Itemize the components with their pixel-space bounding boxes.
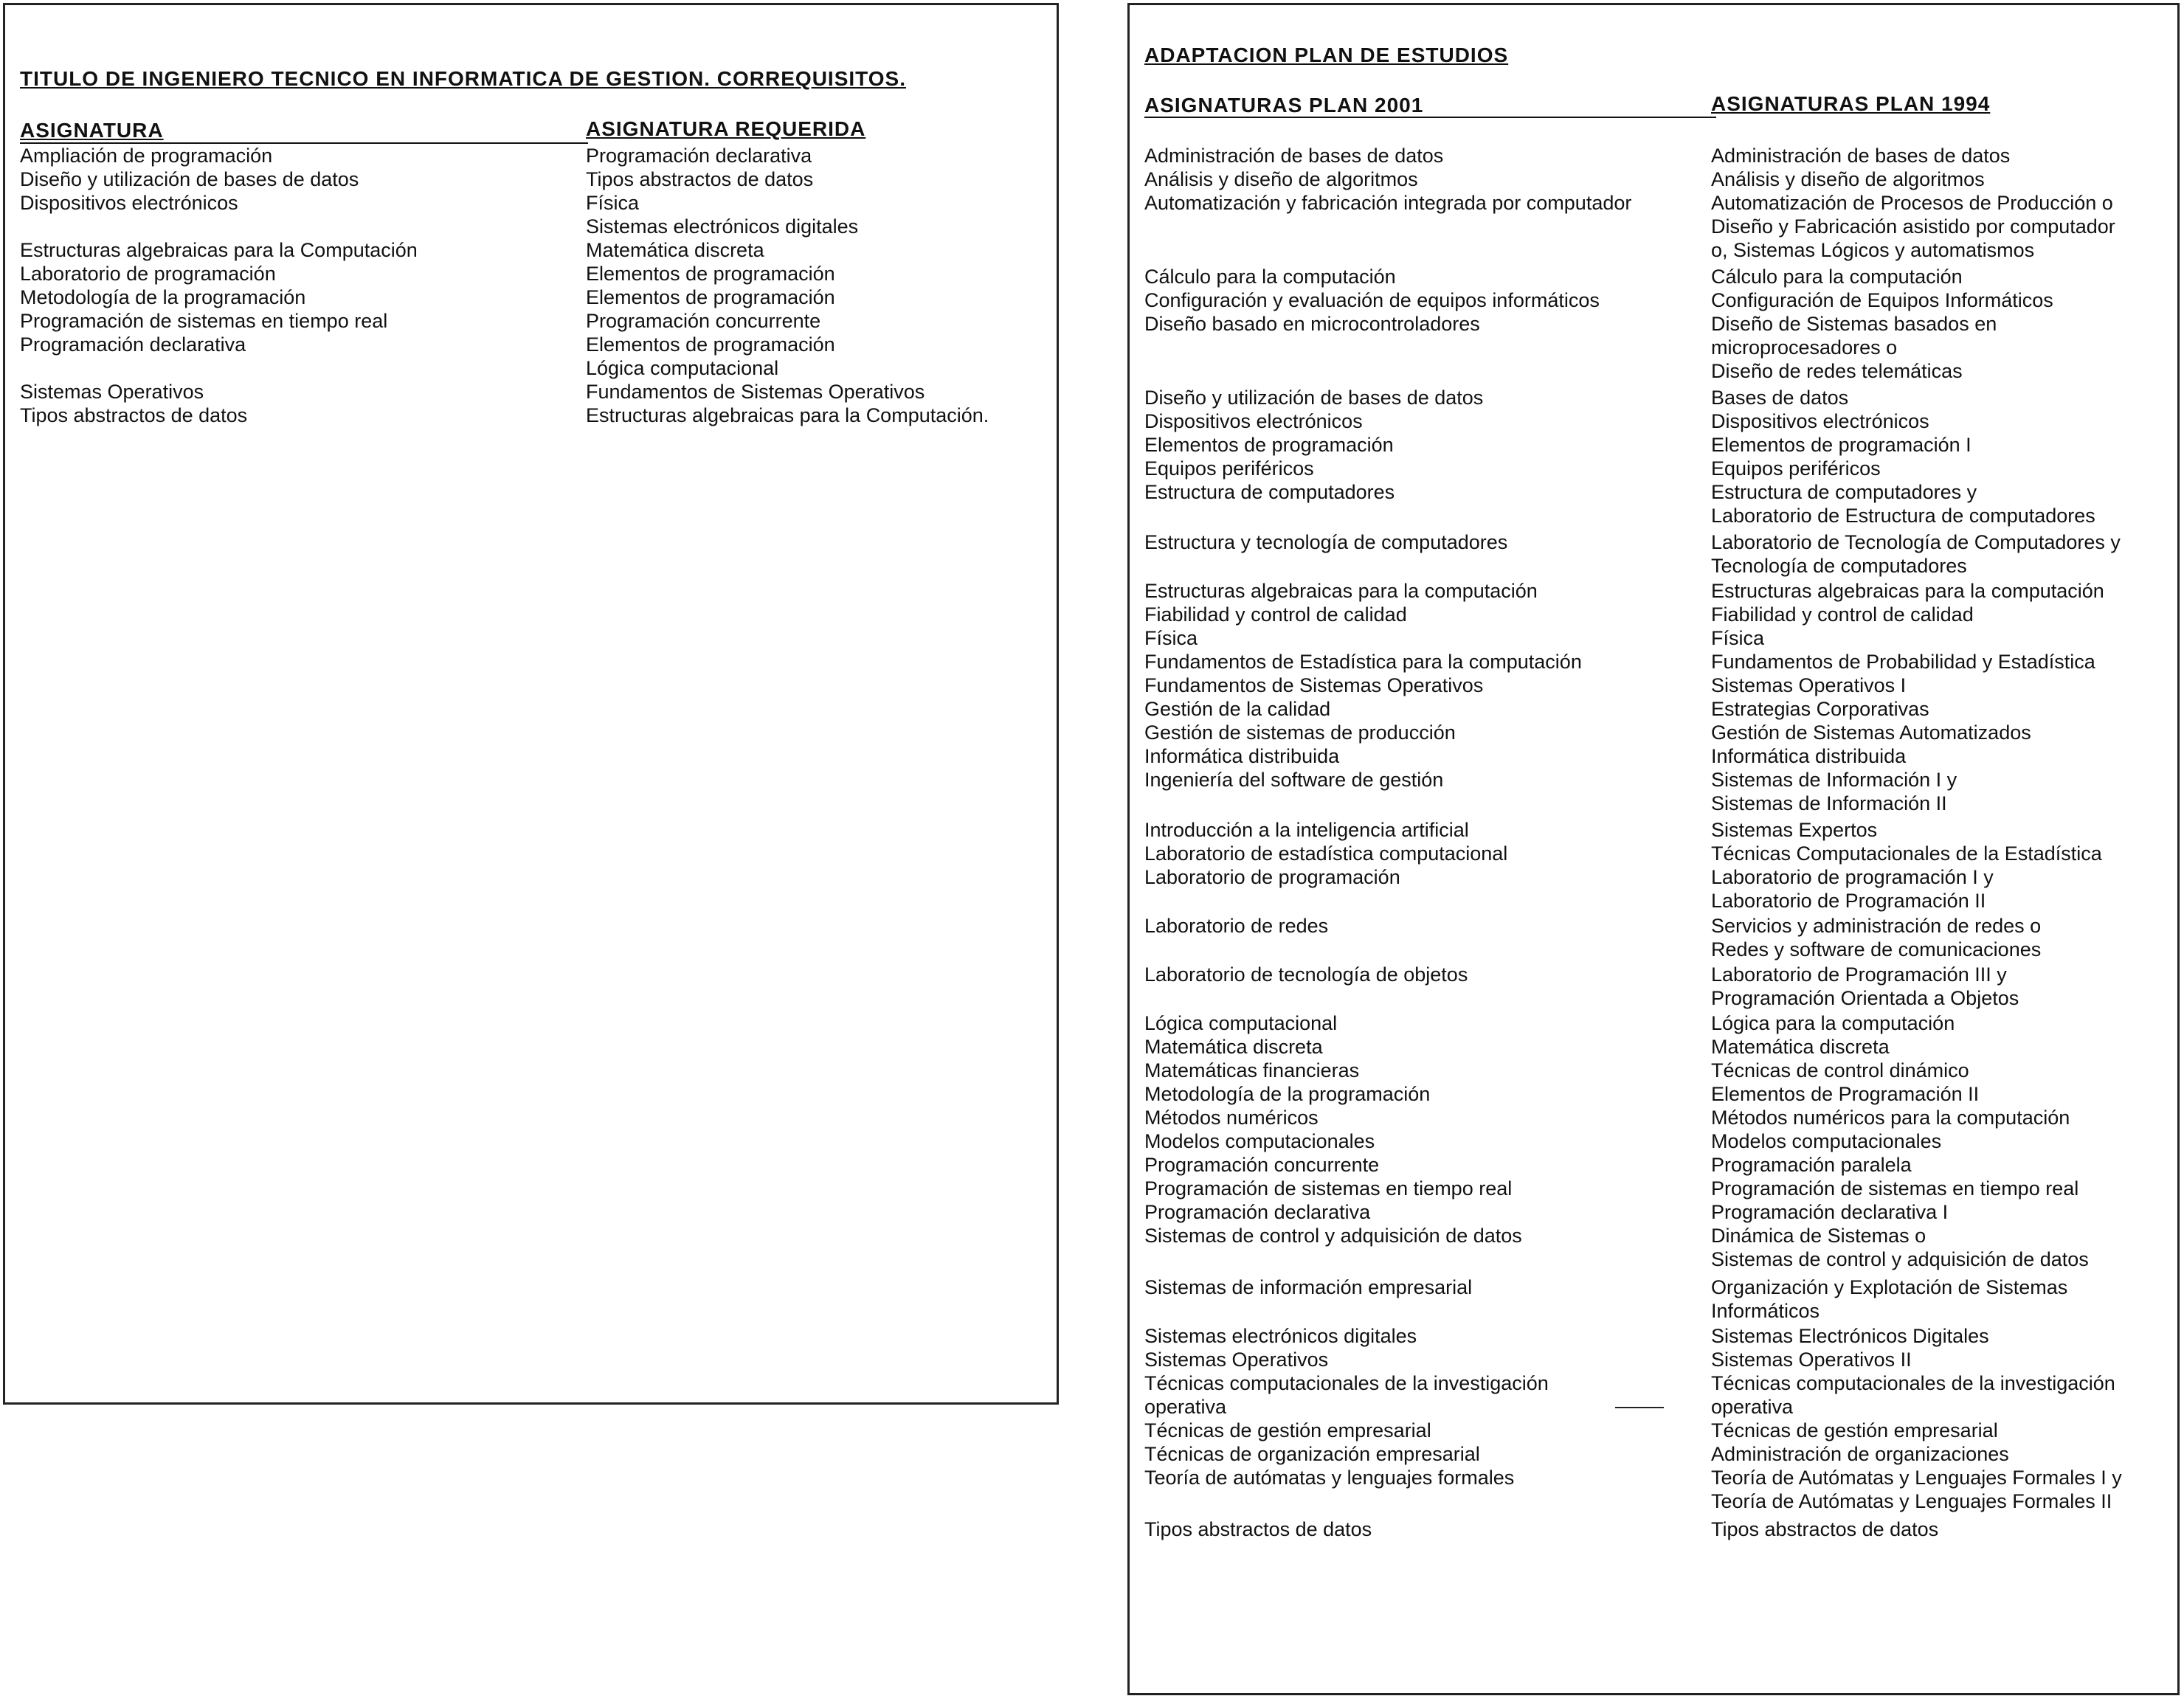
plan-1994-cell: Teoría de Autómatas y Lenguajes Formales II xyxy=(1711,1490,2112,1512)
asignatura-cell: Programación de sistemas en tiempo real xyxy=(20,310,388,332)
table-row xyxy=(1130,1106,2177,1129)
table-row xyxy=(1130,1324,2177,1348)
table-row xyxy=(1130,1517,2177,1541)
plan-1994-cell: Redes y software de comunicaciones xyxy=(1711,938,2042,961)
table-row xyxy=(1130,265,2177,288)
plan-2001-cell: Metodología de la programación xyxy=(1144,1083,1431,1105)
plan-1994-cell: Informáticos xyxy=(1711,1300,1820,1322)
plan-2001-cell: Programación concurrente xyxy=(1144,1154,1380,1176)
table-row xyxy=(5,356,1057,380)
plan-1994-cell: Automatización de Procesos de Producción o xyxy=(1711,192,2113,214)
table-row xyxy=(1130,480,2177,504)
requerida-cell: Elementos de programación xyxy=(586,263,835,285)
table-row xyxy=(1130,1276,2177,1299)
plan-1994-cell: Programación paralela xyxy=(1711,1154,1912,1176)
plan-1994-cell: Organización y Explotación de Sistemas xyxy=(1711,1276,2068,1298)
requerida-cell: Tipos abstractos de datos xyxy=(586,168,814,190)
requerida-cell: Física xyxy=(586,192,640,214)
plan-1994-cell: Sistemas de Información I y xyxy=(1711,769,1957,791)
table-row xyxy=(1130,768,2177,792)
table-row xyxy=(1130,889,2177,913)
plan-1994-cell: Modelos computacionales xyxy=(1711,1130,1942,1152)
plan-2001-cell: Gestión de sistemas de producción xyxy=(1144,721,1456,744)
table-row xyxy=(1130,1371,2177,1395)
plan-2001-cell: Estructura de computadores xyxy=(1144,481,1395,503)
table-row xyxy=(1130,1082,2177,1106)
plan-1994-cell: Técnicas computacionales de la investigación xyxy=(1711,1372,2115,1394)
table-row xyxy=(1130,721,2177,744)
table-row xyxy=(5,309,1057,333)
plan-1994-cell: operativa xyxy=(1711,1396,1794,1418)
plan-2001-cell: Métodos numéricos xyxy=(1144,1107,1319,1129)
plan-2001-cell: Diseño basado en microcontroladores xyxy=(1144,313,1480,335)
table-row xyxy=(1130,215,2177,238)
plan-1994-cell: Sistemas de Información II xyxy=(1711,792,1947,814)
table-row xyxy=(1130,1247,2177,1271)
plan-1994-cell: o, Sistemas Lógicos y automatismos xyxy=(1711,239,2035,261)
plan-2001-cell: Laboratorio de tecnología de objetos xyxy=(1144,963,1468,986)
plan-1994-cell: Técnicas de gestión empresarial xyxy=(1711,1419,1998,1441)
correquisitos-title: TITULO DE INGENIERO TECNICO EN INFORMATICA DE GESTION. CORREQUISITOS. xyxy=(20,67,906,90)
plan-1994-cell: Fiabilidad y control de calidad xyxy=(1711,603,1974,626)
header-rule xyxy=(1144,117,1716,118)
plan-1994-cell: Cálculo para la computación xyxy=(1711,266,1963,288)
table-row xyxy=(1130,409,2177,433)
table-row xyxy=(1130,579,2177,603)
plan-1994-cell: Diseño de redes telemáticas xyxy=(1711,360,1963,382)
plan-2001-cell: Cálculo para la computación xyxy=(1144,266,1396,288)
dash-separator xyxy=(1615,1407,1664,1408)
col-header-asignatura: ASIGNATURA xyxy=(20,119,164,142)
plan-1994-cell: Gestión de Sistemas Automatizados xyxy=(1711,721,2031,744)
table-row xyxy=(1130,530,2177,554)
asignatura-cell: Ampliación de programación xyxy=(20,145,273,167)
table-row xyxy=(5,380,1057,404)
table-row xyxy=(1130,1395,2177,1419)
table-row xyxy=(1130,1129,2177,1153)
adaptacion-panel xyxy=(1127,3,2180,1695)
plan-2001-cell: operativa xyxy=(1144,1396,1227,1418)
plan-2001-cell: Configuración y evaluación de equipos informáticos xyxy=(1144,289,1600,311)
plan-1994-cell: Administración de organizaciones xyxy=(1711,1443,2009,1465)
requerida-cell: Programación declarativa xyxy=(586,145,812,167)
table-row xyxy=(1130,1419,2177,1442)
table-row xyxy=(1130,744,2177,768)
plan-1994-cell: Diseño y Fabricación asistido por computador xyxy=(1711,215,2115,238)
table-row xyxy=(1130,359,2177,383)
table-row xyxy=(1130,986,2177,1010)
table-row xyxy=(1130,504,2177,527)
plan-2001-cell: Fundamentos de Estadística para la computación xyxy=(1144,651,1582,673)
plan-1994-cell: Física xyxy=(1711,627,1765,649)
asignatura-cell: Metodología de la programación xyxy=(20,286,306,308)
plan-1994-cell: Laboratorio de Programación III y xyxy=(1711,963,2007,986)
plan-2001-cell: Laboratorio de redes xyxy=(1144,915,1329,937)
plan-2001-cell: Diseño y utilización de bases de datos xyxy=(1144,387,1484,409)
table-row xyxy=(1130,1177,2177,1200)
plan-1994-cell: Informática distribuida xyxy=(1711,745,1907,767)
plan-2001-cell: Matemática discreta xyxy=(1144,1036,1323,1058)
table-row xyxy=(1130,1200,2177,1224)
plan-1994-cell: Estructura de computadores y xyxy=(1711,481,1977,503)
plan-1994-cell: Lógica para la computación xyxy=(1711,1012,1955,1034)
col-header-asignatura-requerida: ASIGNATURA REQUERIDA xyxy=(586,117,866,140)
asignatura-cell: Programación declarativa xyxy=(20,333,246,356)
table-row xyxy=(1130,963,2177,986)
table-row xyxy=(1130,1059,2177,1082)
table-row xyxy=(1130,312,2177,336)
plan-2001-cell: Introducción a la inteligencia artificial xyxy=(1144,819,1469,841)
plan-1994-cell: Elementos de Programación II xyxy=(1711,1083,1980,1105)
table-row xyxy=(1130,650,2177,674)
table-row xyxy=(1130,191,2177,215)
table-row xyxy=(1130,818,2177,842)
asignatura-cell: Estructuras algebraicas para la Computación xyxy=(20,239,418,261)
col-header-plan-2001: ASIGNATURAS PLAN 2001 xyxy=(1144,94,1424,117)
plan-1994-cell: Servicios y administración de redes o xyxy=(1711,915,2042,937)
plan-2001-cell: Administración de bases de datos xyxy=(1144,145,1444,167)
table-row xyxy=(1130,1224,2177,1247)
requerida-cell: Fundamentos de Sistemas Operativos xyxy=(586,381,925,403)
table-row xyxy=(1130,938,2177,961)
table-row xyxy=(1130,1011,2177,1035)
plan-1994-cell: microprocesadores o xyxy=(1711,336,1898,359)
plan-2001-cell: Fundamentos de Sistemas Operativos xyxy=(1144,674,1484,696)
asignatura-cell: Diseño y utilización de bases de datos xyxy=(20,168,359,190)
plan-2001-cell: Sistemas Operativos xyxy=(1144,1349,1329,1371)
plan-1994-cell: Administración de bases de datos xyxy=(1711,145,2011,167)
table-row xyxy=(1130,288,2177,312)
plan-1994-cell: Estrategias Corporativas xyxy=(1711,698,1929,720)
plan-1994-cell: Métodos numéricos para la computación xyxy=(1711,1107,2070,1129)
plan-2001-cell: Teoría de autómatas y lenguajes formales xyxy=(1144,1467,1515,1489)
plan-1994-cell: Programación de sistemas en tiempo real xyxy=(1711,1177,2079,1200)
plan-2001-cell: Programación declarativa xyxy=(1144,1201,1371,1223)
table-row xyxy=(5,215,1057,238)
plan-1994-cell: Matemática discreta xyxy=(1711,1036,1890,1058)
table-row xyxy=(1130,1348,2177,1371)
plan-1994-cell: Programación Orientada a Objetos xyxy=(1711,987,2019,1009)
requerida-cell: Elementos de programación xyxy=(586,286,835,308)
plan-1994-cell: Estructuras algebraicas para la computación xyxy=(1711,580,2104,602)
plan-2001-cell: Laboratorio de programación xyxy=(1144,866,1400,888)
plan-1994-cell: Laboratorio de programación I y xyxy=(1711,866,1994,888)
plan-1994-cell: Análisis y diseño de algoritmos xyxy=(1711,168,1985,190)
table-row xyxy=(1130,603,2177,626)
table-row xyxy=(5,404,1057,427)
plan-1994-cell: Diseño de Sistemas basados en xyxy=(1711,313,1997,335)
plan-1994-cell: Sistemas de control y adquisición de datos xyxy=(1711,1248,2089,1270)
table-row xyxy=(1130,554,2177,578)
requerida-cell: Programación concurrente xyxy=(586,310,821,332)
plan-1994-cell: Sistemas Operativos II xyxy=(1711,1349,1912,1371)
plan-1994-cell: Elementos de programación I xyxy=(1711,434,1972,456)
table-row xyxy=(1130,336,2177,359)
asignatura-cell: Tipos abstractos de datos xyxy=(20,404,248,426)
plan-1994-cell: Bases de datos xyxy=(1711,387,1849,409)
requerida-cell: Sistemas electrónicos digitales xyxy=(586,215,859,238)
plan-2001-cell: Sistemas de control y adquisición de datos xyxy=(1144,1225,1522,1247)
plan-1994-cell: Técnicas Computacionales de la Estadística xyxy=(1711,842,2102,865)
table-row xyxy=(1130,1299,2177,1323)
table-row xyxy=(1130,914,2177,938)
table-row xyxy=(1130,626,2177,650)
requerida-cell: Lógica computacional xyxy=(586,357,779,379)
plan-2001-cell: Análisis y diseño de algoritmos xyxy=(1144,168,1418,190)
table-row xyxy=(1130,1035,2177,1059)
plan-1994-cell: Tecnología de computadores xyxy=(1711,555,1967,577)
plan-1994-cell: Teoría de Autómatas y Lenguajes Formales I y xyxy=(1711,1467,2122,1489)
plan-2001-cell: Física xyxy=(1144,627,1198,649)
table-row xyxy=(1130,433,2177,457)
asignatura-cell: Laboratorio de programación xyxy=(20,263,276,285)
plan-1994-cell: Laboratorio de Estructura de computadores xyxy=(1711,505,2095,527)
table-row xyxy=(1130,1153,2177,1177)
plan-1994-cell: Equipos periféricos xyxy=(1711,457,1881,480)
table-row xyxy=(1130,1466,2177,1489)
plan-2001-cell: Tipos abstractos de datos xyxy=(1144,1518,1372,1540)
table-row xyxy=(1130,238,2177,262)
plan-2001-cell: Equipos periféricos xyxy=(1144,457,1314,480)
plan-1994-cell: Dispositivos electrónicos xyxy=(1711,410,1929,432)
table-row xyxy=(5,191,1057,215)
table-row xyxy=(1130,167,2177,191)
table-row xyxy=(1130,386,2177,409)
col-header-plan-1994: ASIGNATURAS PLAN 1994 xyxy=(1711,92,1991,115)
plan-2001-cell: Sistemas electrónicos digitales xyxy=(1144,1325,1417,1347)
adaptacion-title: ADAPTACION PLAN DE ESTUDIOS xyxy=(1144,44,1509,66)
table-row xyxy=(5,262,1057,285)
plan-2001-cell: Laboratorio de estadística computacional xyxy=(1144,842,1508,865)
plan-2001-cell: Dispositivos electrónicos xyxy=(1144,410,1363,432)
asignatura-cell: Sistemas Operativos xyxy=(20,381,204,403)
table-row xyxy=(5,144,1057,167)
plan-1994-cell: Sistemas Operativos I xyxy=(1711,674,1907,696)
plan-2001-cell: Informática distribuida xyxy=(1144,745,1340,767)
plan-1994-cell: Laboratorio de Tecnología de Computadores y xyxy=(1711,531,2121,553)
plan-2001-cell: Técnicas de gestión empresarial xyxy=(1144,1419,1431,1441)
table-row xyxy=(1130,1442,2177,1466)
plan-1994-cell: Configuración de Equipos Informáticos xyxy=(1711,289,2053,311)
plan-1994-cell: Tipos abstractos de datos xyxy=(1711,1518,1939,1540)
plan-1994-cell: Dinámica de Sistemas o xyxy=(1711,1225,1926,1247)
correquisitos-panel xyxy=(3,3,1059,1405)
plan-1994-cell: Sistemas Electrónicos Digitales xyxy=(1711,1325,1989,1347)
table-row xyxy=(1130,1489,2177,1513)
plan-2001-cell: Sistemas de información empresarial xyxy=(1144,1276,1473,1298)
table-row xyxy=(1130,792,2177,815)
plan-2001-cell: Fiabilidad y control de calidad xyxy=(1144,603,1407,626)
table-row xyxy=(1130,674,2177,697)
plan-2001-cell: Ingeniería del software de gestión xyxy=(1144,769,1444,791)
plan-2001-cell: Matemáticas financieras xyxy=(1144,1059,1360,1081)
table-row xyxy=(1130,457,2177,480)
requerida-cell: Elementos de programación xyxy=(586,333,835,356)
plan-2001-cell: Lógica computacional xyxy=(1144,1012,1338,1034)
plan-2001-cell: Programación de sistemas en tiempo real xyxy=(1144,1177,1513,1200)
plan-2001-cell: Técnicas de organización empresarial xyxy=(1144,1443,1480,1465)
requerida-cell: Estructuras algebraicas para la Computación. xyxy=(586,404,989,426)
table-row xyxy=(1130,842,2177,865)
table-row xyxy=(5,238,1057,262)
plan-2001-cell: Modelos computacionales xyxy=(1144,1130,1375,1152)
table-row xyxy=(5,333,1057,356)
plan-1994-cell: Laboratorio de Programación II xyxy=(1711,890,1986,912)
asignatura-cell: Dispositivos electrónicos xyxy=(20,192,238,214)
plan-2001-cell: Estructura y tecnología de computadores xyxy=(1144,531,1508,553)
table-row xyxy=(5,285,1057,309)
plan-2001-cell: Estructuras algebraicas para la computación xyxy=(1144,580,1538,602)
table-row xyxy=(1130,697,2177,721)
plan-2001-cell: Elementos de programación xyxy=(1144,434,1394,456)
plan-2001-cell: Gestión de la calidad xyxy=(1144,698,1331,720)
plan-1994-cell: Técnicas de control dinámico xyxy=(1711,1059,1969,1081)
table-row xyxy=(1130,144,2177,167)
table-row xyxy=(5,167,1057,191)
plan-2001-cell: Técnicas computacionales de la investigación xyxy=(1144,1372,1549,1394)
plan-1994-cell: Fundamentos de Probabilidad y Estadística xyxy=(1711,651,2095,673)
plan-2001-cell: Automatización y fabricación integrada por computador xyxy=(1144,192,1632,214)
plan-1994-cell: Sistemas Expertos xyxy=(1711,819,1878,841)
table-row xyxy=(1130,865,2177,889)
requerida-cell: Matemática discreta xyxy=(586,239,764,261)
plan-1994-cell: Programación declarativa I xyxy=(1711,1201,1949,1223)
